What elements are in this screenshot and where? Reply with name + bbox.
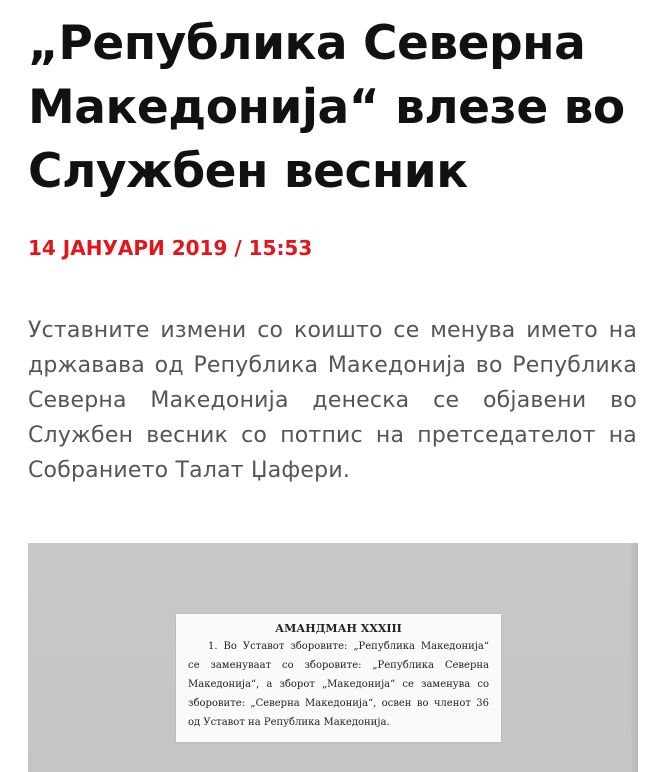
- article-dateline: 14 ЈАНУАРИ 2019 / 15:53: [28, 236, 313, 260]
- article-lead: Уставните измени со коишто се менува името на државава од Република Македонија во Република Северна Македонија денеска се објавени во Службен весник со потпис на претседателот на Собранието Талат Џафери.: [28, 318, 637, 483]
- article-photo: [28, 543, 638, 772]
- article-headline: „Република Северна Македонија“ влезе во Службен весник: [28, 16, 625, 199]
- document-title: АМАНДМАН XXXIII: [275, 622, 402, 635]
- document-text: 1. Во Уставот зборовите: „Република Македонија“ се заменуваат со зборовите: „Република Северна Македонија“, а зборот „Македонија“ се заменува со зборовите: „Северна Македонија“, освен во членот 36 од Уставот на Република Македонија.: [188, 641, 489, 728]
- gazette-document: [176, 614, 501, 742]
- photo-edge: [630, 543, 638, 772]
